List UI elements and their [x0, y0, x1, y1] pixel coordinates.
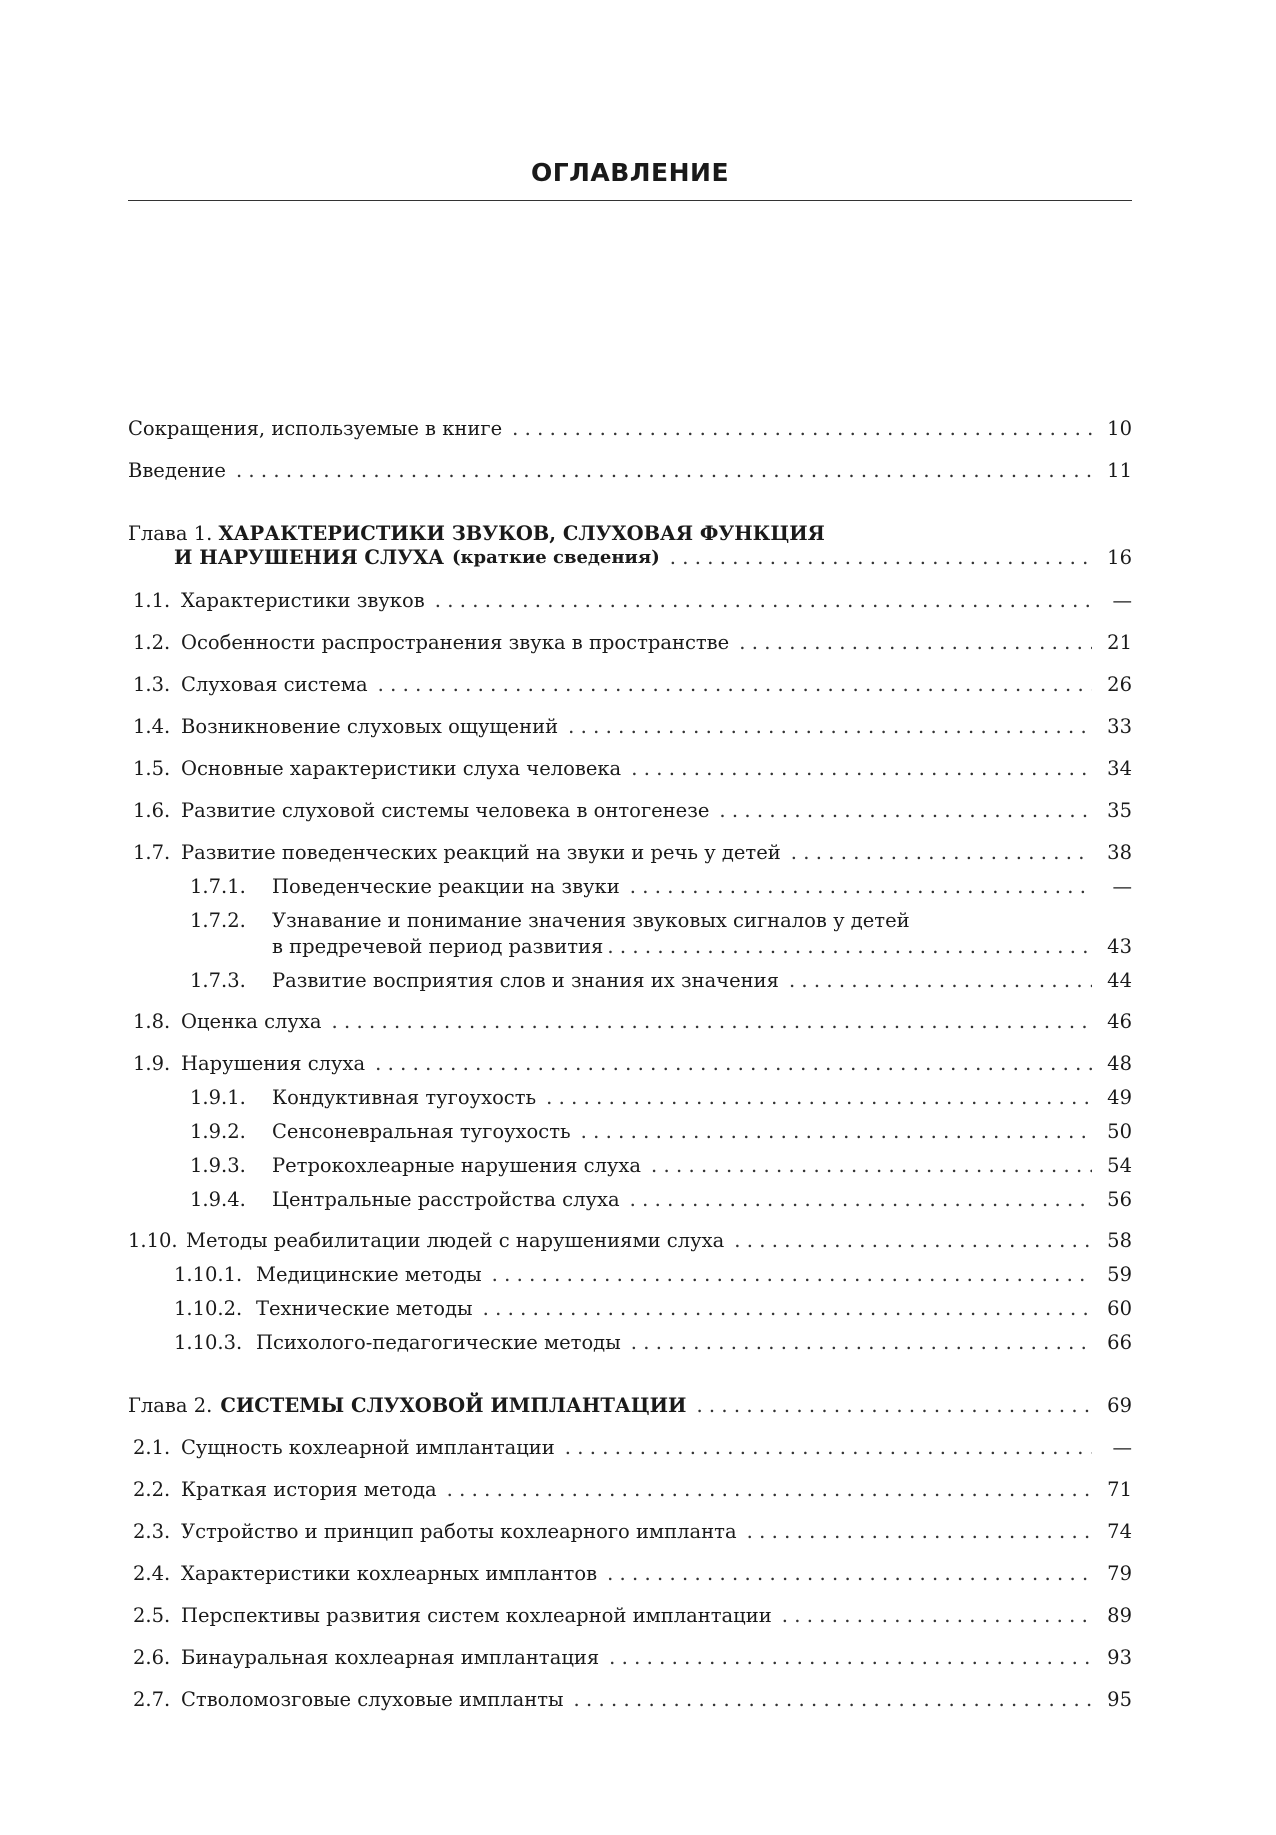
section-number: 1.2. — [133, 631, 171, 654]
section-number: 2.7. — [133, 1688, 171, 1711]
section-number: 2.5. — [133, 1604, 171, 1627]
section-number: 1.9. — [133, 1052, 171, 1075]
chapter-prefix: Глава 2. — [128, 1394, 213, 1417]
toc-entry-2-4[interactable] — [128, 1561, 1132, 1587]
toc-entry-label: Основные характеристики слуха человека — [181, 757, 622, 780]
leader-dots — [631, 1330, 1092, 1356]
section-number: 1.7. — [133, 841, 171, 864]
section-number: 1.9.4. — [190, 1188, 246, 1211]
toc-entry-2-5[interactable] — [128, 1603, 1132, 1629]
leader-dots — [512, 416, 1092, 442]
toc-entry-label-cont: в предречевой период развития — [272, 935, 604, 958]
chapter-1-heading-line2[interactable] — [128, 545, 1132, 571]
toc-entry-page: 43 — [1107, 935, 1132, 958]
leader-dots — [375, 1051, 1092, 1077]
leader-dots — [574, 1687, 1092, 1713]
leader-dots — [747, 1519, 1092, 1545]
toc-entry-page: 60 — [1107, 1297, 1132, 1320]
leader-dots — [236, 458, 1092, 484]
toc-entry-page: 10 — [1107, 417, 1132, 440]
toc-entry-page: 56 — [1107, 1188, 1132, 1211]
toc-entry-1-10-3[interactable] — [128, 1330, 1132, 1356]
title-divider — [128, 200, 1132, 201]
leader-dots — [791, 840, 1092, 866]
chapter-title-note: (краткие сведения) — [452, 547, 660, 568]
leader-dots — [631, 756, 1092, 782]
toc-entry-page: — — [1112, 1436, 1132, 1459]
toc-entry-label: Особенности распространения звука в пространстве — [181, 631, 730, 654]
leader-dots — [435, 588, 1092, 614]
toc-entry-1-7-2-line1[interactable] — [190, 908, 910, 934]
chapter-title: СИСТЕМЫ СЛУХОВОЙ ИМПЛАНТАЦИИ — [220, 1394, 687, 1417]
toc-entry-1-7-1[interactable] — [128, 874, 1132, 900]
chapter-2-heading[interactable] — [128, 1393, 1132, 1419]
toc-entry-1-7[interactable] — [128, 840, 1132, 866]
toc-entry-label: Ретрокохлеарные нарушения слуха — [272, 1154, 642, 1177]
toc-entry-page: 35 — [1107, 799, 1132, 822]
toc-entry-label: Поведенческие реакции на звуки — [272, 875, 620, 898]
section-number: 1.10.2. — [174, 1297, 243, 1320]
toc-entry-1-4[interactable] — [128, 714, 1132, 740]
chapter-prefix: Глава 1. — [128, 522, 213, 545]
leader-dots — [568, 714, 1092, 740]
toc-entry-page: 11 — [1107, 459, 1132, 482]
toc-entry-2-7[interactable] — [128, 1687, 1132, 1713]
toc-entry-label: Возникновение слуховых ощущений — [181, 715, 559, 738]
leader-dots — [630, 874, 1092, 900]
leader-dots — [719, 798, 1092, 824]
toc-entry-label: Бинауральная кохлеарная имплантация — [181, 1646, 600, 1669]
toc-entry-label: Сокращения, используемые в книге — [128, 417, 503, 440]
leader-dots — [607, 934, 1092, 960]
section-number: 2.1. — [133, 1436, 171, 1459]
toc-entry-1-5[interactable] — [128, 756, 1132, 782]
toc-entry-label: Введение — [128, 459, 226, 482]
section-number: 2.2. — [133, 1478, 171, 1501]
toc-entry-1-6[interactable] — [128, 798, 1132, 824]
leader-dots — [546, 1085, 1092, 1111]
leader-dots — [331, 1009, 1092, 1035]
toc-entry-2-6[interactable] — [128, 1645, 1132, 1671]
toc-entry-introduction[interactable] — [128, 458, 1132, 484]
leader-dots — [670, 545, 1092, 571]
section-number: 1.10.1. — [174, 1263, 243, 1286]
toc-entry-label: Сущность кохлеарной имплантации — [181, 1436, 555, 1459]
section-number: 1.7.1. — [190, 875, 246, 898]
toc-entry-1-3[interactable] — [128, 672, 1132, 698]
toc-entry-page: 79 — [1107, 1562, 1132, 1585]
toc-entry-page: 89 — [1107, 1604, 1132, 1627]
section-number: 1.5. — [133, 757, 171, 780]
toc-entry-1-10-1[interactable] — [128, 1262, 1132, 1288]
toc-entry-label: Устройство и принцип работы кохлеарного импланта — [181, 1520, 737, 1543]
section-number: 1.4. — [133, 715, 171, 738]
section-number: 1.3. — [133, 673, 171, 696]
toc-entry-label: Кондуктивная тугоухость — [272, 1086, 537, 1109]
toc-entry-page: 49 — [1107, 1086, 1132, 1109]
leader-dots — [378, 672, 1092, 698]
toc-entry-label: Медицинские методы — [256, 1263, 482, 1286]
leader-dots — [609, 1645, 1092, 1671]
section-number: 1.6. — [133, 799, 171, 822]
toc-entry-page: 66 — [1107, 1331, 1132, 1354]
section-number: 1.7.2. — [190, 909, 246, 932]
toc-entry-page: 95 — [1107, 1688, 1132, 1711]
section-number: 1.10. — [128, 1229, 178, 1252]
toc-entry-page: 46 — [1107, 1010, 1132, 1033]
leader-dots — [696, 1393, 1092, 1419]
page-title: ОГЛАВЛЕНИЕ — [530, 158, 730, 187]
toc-entry-label: Технические методы — [256, 1297, 473, 1320]
chapter-title: ХАРАКТЕРИСТИКИ ЗВУКОВ, СЛУХОВАЯ ФУНКЦИЯ — [218, 522, 825, 545]
section-number: 2.6. — [133, 1646, 171, 1669]
toc-entry-1-9-1[interactable] — [128, 1085, 1132, 1111]
toc-entry-label: Развитие поведенческих реакций на звуки и речь у детей — [181, 841, 781, 864]
toc-entry-page: 69 — [1107, 1394, 1132, 1417]
toc-entry-page: 26 — [1107, 673, 1132, 696]
toc-entry-2-1[interactable] — [128, 1435, 1132, 1461]
toc-entry-page: 16 — [1107, 546, 1132, 569]
leader-dots — [581, 1119, 1092, 1145]
toc-entry-abbreviations[interactable] — [128, 416, 1132, 442]
leader-dots — [782, 1603, 1092, 1629]
toc-entry-page: 54 — [1107, 1154, 1132, 1177]
section-number: 1.9.2. — [190, 1120, 246, 1143]
toc-entry-1-9-4[interactable] — [128, 1187, 1132, 1213]
leader-dots — [607, 1561, 1092, 1587]
leader-dots — [483, 1296, 1092, 1322]
toc-entry-label: Краткая история метода — [181, 1478, 437, 1501]
toc-entry-label: Развитие восприятия слов и знания их значения — [272, 969, 779, 992]
leader-dots — [651, 1153, 1092, 1179]
toc-entry-label: Методы реабилитации людей с нарушениями слуха — [186, 1229, 725, 1252]
toc-entry-label: Сенсоневральная тугоухость — [272, 1120, 571, 1143]
section-number: 1.9.3. — [190, 1154, 246, 1177]
toc-entry-1-10[interactable] — [128, 1228, 1132, 1254]
leader-dots — [630, 1187, 1092, 1213]
toc-entry-label: Слуховая система — [181, 673, 368, 696]
chapter-title-cont: И НАРУШЕНИЯ СЛУХА — [174, 546, 445, 569]
section-number: 1.9.1. — [190, 1086, 246, 1109]
leader-dots — [447, 1477, 1092, 1503]
section-number: 1.8. — [133, 1010, 171, 1033]
toc-entry-page: 74 — [1107, 1520, 1132, 1543]
toc-entry-label: Центральные расстройства слуха — [272, 1188, 620, 1211]
toc-entry-label: Узнавание и понимание значения звуковых сигналов у детей — [272, 909, 910, 932]
leader-dots — [565, 1435, 1092, 1461]
leader-dots — [734, 1228, 1092, 1254]
section-number: 2.3. — [133, 1520, 171, 1543]
toc-entry-1-9-3[interactable] — [128, 1153, 1132, 1179]
toc-entry-page: 71 — [1107, 1478, 1132, 1501]
toc-entry-page: 33 — [1107, 715, 1132, 738]
toc-entry-1-9[interactable] — [128, 1051, 1132, 1077]
leader-dots — [492, 1262, 1092, 1288]
toc-entry-1-2[interactable] — [128, 630, 1132, 656]
toc-entry-label: Развитие слуховой системы человека в онтогенезе — [181, 799, 710, 822]
toc-entry-1-1[interactable] — [128, 588, 1132, 614]
toc-entry-page: 50 — [1107, 1120, 1132, 1143]
toc-entry-label: Оценка слуха — [181, 1010, 322, 1033]
toc-entry-page: — — [1112, 875, 1132, 898]
leader-dots — [739, 630, 1092, 656]
toc-entry-2-3[interactable] — [128, 1519, 1132, 1545]
section-number: 1.1. — [133, 589, 171, 612]
toc-entry-2-2[interactable] — [128, 1477, 1132, 1503]
section-number: 2.4. — [133, 1562, 171, 1585]
toc-entry-page: 21 — [1107, 631, 1132, 654]
toc-entry-1-10-2[interactable] — [128, 1296, 1132, 1322]
toc-entry-label: Стволомозговые слуховые импланты — [181, 1688, 564, 1711]
toc-entry-1-7-2-line2[interactable] — [128, 934, 1132, 960]
leader-dots — [789, 968, 1092, 994]
toc-entry-page: 44 — [1107, 969, 1132, 992]
toc-entry-label: Перспективы развития систем кохлеарной имплантации — [181, 1604, 772, 1627]
toc-entry-page: 93 — [1107, 1646, 1132, 1669]
toc-entry-label: Характеристики кохлеарных имплантов — [181, 1562, 598, 1585]
toc-entry-1-9-2[interactable] — [128, 1119, 1132, 1145]
toc-entry-1-7-3[interactable] — [128, 968, 1132, 994]
toc-entry-page: 58 — [1107, 1229, 1132, 1252]
section-number: 1.10.3. — [174, 1331, 243, 1354]
section-number: 1.7.3. — [190, 969, 246, 992]
toc-entry-label: Нарушения слуха — [181, 1052, 366, 1075]
toc-entry-page: 48 — [1107, 1052, 1132, 1075]
chapter-1-heading-line1[interactable] — [128, 521, 825, 547]
toc-entry-page: 38 — [1107, 841, 1132, 864]
toc-entry-label: Характеристики звуков — [181, 589, 425, 612]
toc-entry-page: 59 — [1107, 1263, 1132, 1286]
toc-entry-1-8[interactable] — [128, 1009, 1132, 1035]
toc-entry-label: Психолого-педагогические методы — [256, 1331, 621, 1354]
toc-entry-page: — — [1112, 589, 1132, 612]
toc-entry-page: 34 — [1107, 757, 1132, 780]
